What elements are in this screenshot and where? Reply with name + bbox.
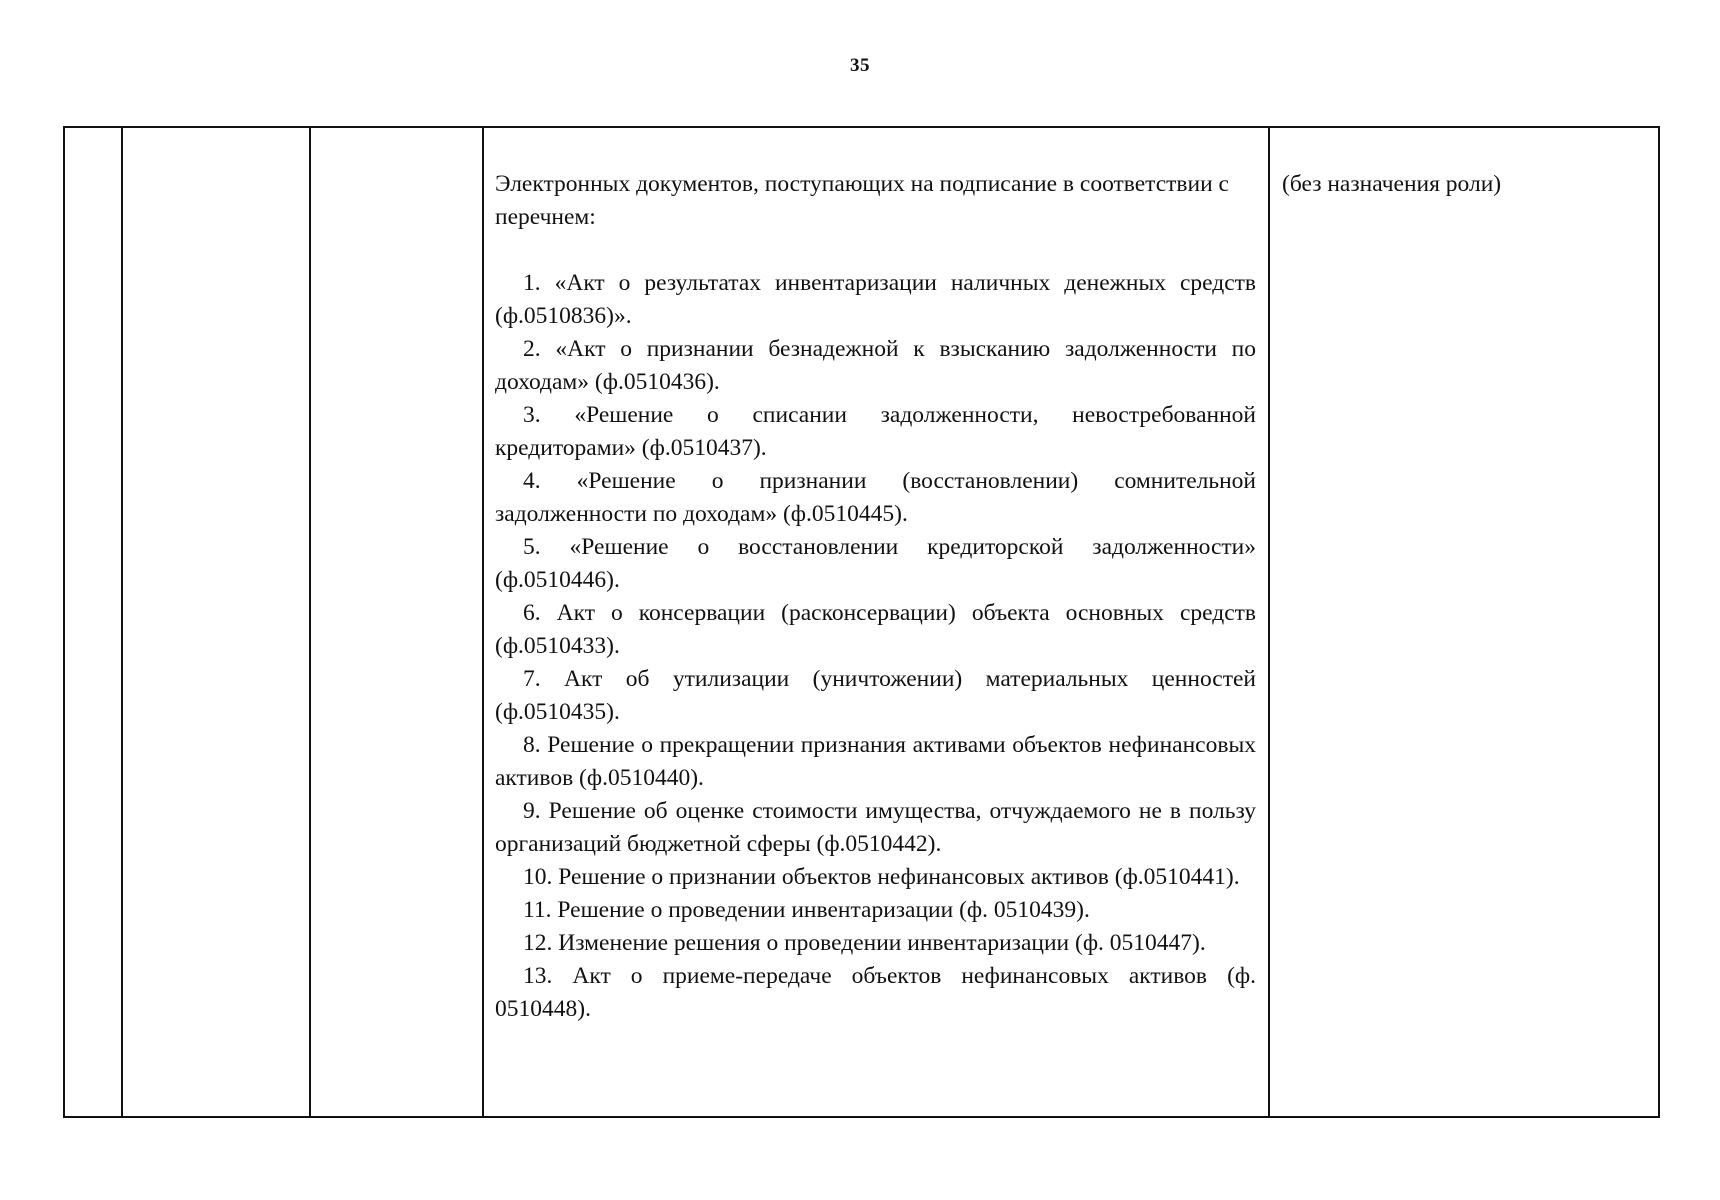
table-row (64, 127, 1659, 1117)
item-number: 6. (523, 600, 541, 626)
item-text: «Акт о результатах инвентаризации наличных денежных средств (ф.0510836)». (495, 270, 1257, 329)
item-number: 9. (523, 798, 541, 824)
item-number: 8. (523, 732, 541, 758)
list-item (495, 531, 1256, 597)
item-number: 1. (523, 270, 541, 296)
list-item (495, 465, 1256, 531)
item-text: Решение о прекращении признания активами объектов нефинансовых активов (ф.0510440). (495, 732, 1256, 791)
item-number: 5. (523, 534, 541, 560)
item-text: «Решение о списании задолженности, невостребованной кредиторами» (ф.0510437). (495, 402, 1256, 461)
item-text: Решение о признании объектов нефинансовых активов (ф.0510441). (558, 864, 1240, 890)
item-number: 10. (523, 864, 553, 890)
table-cell-empty-1 (64, 127, 122, 1117)
item-number: 2. (523, 336, 541, 362)
item-number: 4. (523, 468, 541, 494)
list-item (495, 729, 1256, 795)
item-text: «Решение о восстановлении кредиторской задолженности» (ф.0510446). (495, 534, 1257, 593)
list-item (495, 597, 1256, 663)
role-text: (без назначения роли) (1282, 171, 1502, 197)
list-item (495, 399, 1256, 465)
item-text: «Решение о признании (восстановлении) сомнительной задолженности по доходам» (ф.0510445). (495, 468, 1256, 527)
item-number: 12. (523, 930, 553, 956)
list-item (495, 960, 1256, 1026)
list-item (495, 663, 1256, 729)
document-list-cell (483, 127, 1269, 1117)
document-table (63, 126, 1660, 1118)
item-text: «Акт о признании безнадежной к взысканию задолженности по доходам» (ф.0510436). (495, 336, 1257, 395)
list-item (495, 861, 1256, 894)
table-cell-empty-2 (122, 127, 310, 1117)
role-cell (1269, 127, 1659, 1117)
item-number: 7. (523, 666, 541, 692)
document-list (495, 267, 1256, 1026)
item-text: Изменение решения о проведении инвентаризации (ф. 0510447). (558, 930, 1206, 956)
item-number: 3. (523, 402, 541, 428)
item-number: 11. (523, 897, 552, 923)
page-number: 35 (850, 55, 870, 76)
list-item (495, 795, 1256, 861)
item-number: 13. (523, 963, 553, 989)
item-text: Акт о консервации (расконсервации) объекта основных средств (ф.0510433). (495, 600, 1256, 659)
item-text: Решение о проведении инвентаризации (ф. 0510439). (557, 897, 1090, 923)
item-text: Акт об утилизации (уничтожении) материальных ценностей (ф.0510435). (495, 666, 1256, 725)
item-text: Решение об оценке стоимости имущества, отчуждаемого не в пользу организаций бюджетной сферы (ф.0510442). (495, 798, 1257, 857)
list-item (495, 333, 1256, 399)
table-cell-empty-3 (310, 127, 483, 1117)
item-text: Акт о приеме-передаче объектов нефинансовых активов (ф. 0510448). (495, 963, 1256, 1022)
intro-text: Электронных документов, поступающих на подписание в соответствии с перечнем: (495, 171, 1229, 230)
list-item (495, 927, 1256, 960)
list-item (495, 267, 1256, 333)
list-item (495, 894, 1256, 927)
